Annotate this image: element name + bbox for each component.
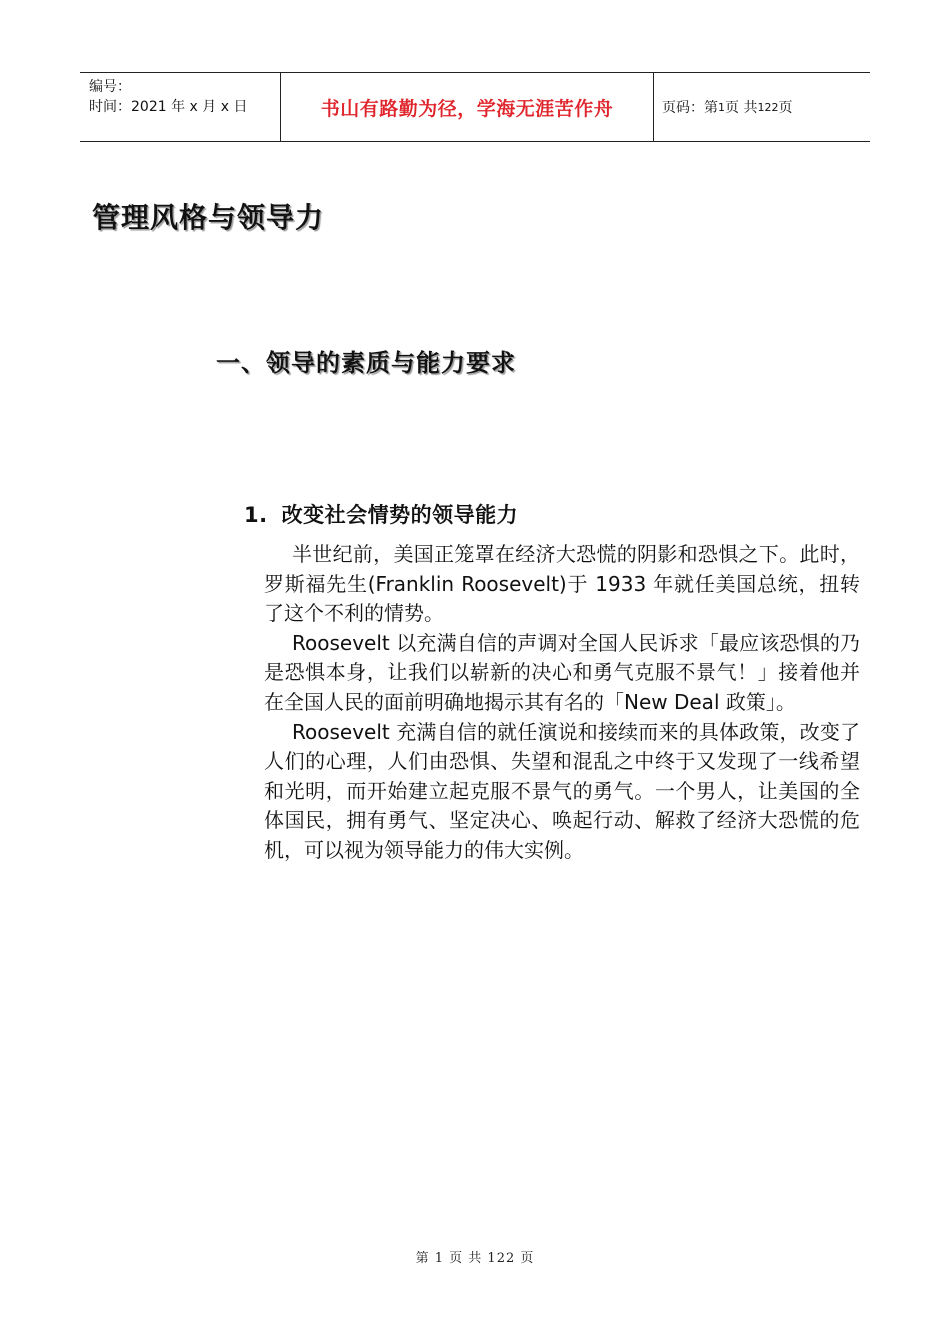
page-number: 1	[718, 100, 725, 114]
subsection-heading	[244, 499, 518, 529]
page-mid: 页 共	[725, 100, 758, 116]
document-title: 管理风格与领导力	[92, 201, 325, 234]
page-prefix: 页码：第	[662, 100, 718, 116]
page-suffix: 页	[778, 100, 793, 116]
page-footer: 第 1 页 共 122 页	[415, 1251, 535, 1266]
header-meta-cell	[80, 73, 281, 141]
header-page-cell	[654, 73, 870, 141]
subsection-title: 改变社会情势的领导能力	[281, 503, 519, 527]
body-text	[264, 540, 860, 866]
document-date-label: 时间：2021 年 x 月 x 日	[89, 99, 248, 115]
header-table	[80, 72, 870, 142]
header-motto: 书山有路勤为径，学海无涯苦作舟	[320, 97, 614, 120]
paragraph: 半世纪前，美国正笼罩在经济大恐慌的阴影和恐惧之下。此时，罗斯福先生(Franklin Roosevelt)于 1933 年就任美国总统，扭转了这个不利的情势。	[264, 542, 860, 626]
section-heading: 一、领导的素质与能力要求	[216, 349, 516, 377]
paragraph: Roosevelt 以充满自信的声调对全国人民诉求「最应该恐惧的乃是恐惧本身，让我们以崭新的决心和勇气克服不景气！」接着他并在全国人民的面前明确地揭示其有名的「New Deal 政策」。	[264, 630, 860, 714]
subsection-number: 1.	[244, 503, 268, 527]
document-number-label: 编号：	[89, 79, 131, 95]
page-total: 122	[757, 100, 779, 114]
header-motto-cell	[281, 73, 654, 141]
paragraph: Roosevelt 充满自信的就任演说和接续而来的具体政策，改变了人们的心理，人们由恐惧、失望和混乱之中终于又发现了一线希望和光明，而开始建立起克服不景气的勇气。一个男人，让美国的全体国民，拥有勇气、坚定决心、唤起行动、解救了经济大恐慌的危机，可以视为领导能力的伟大实例。	[264, 719, 860, 862]
